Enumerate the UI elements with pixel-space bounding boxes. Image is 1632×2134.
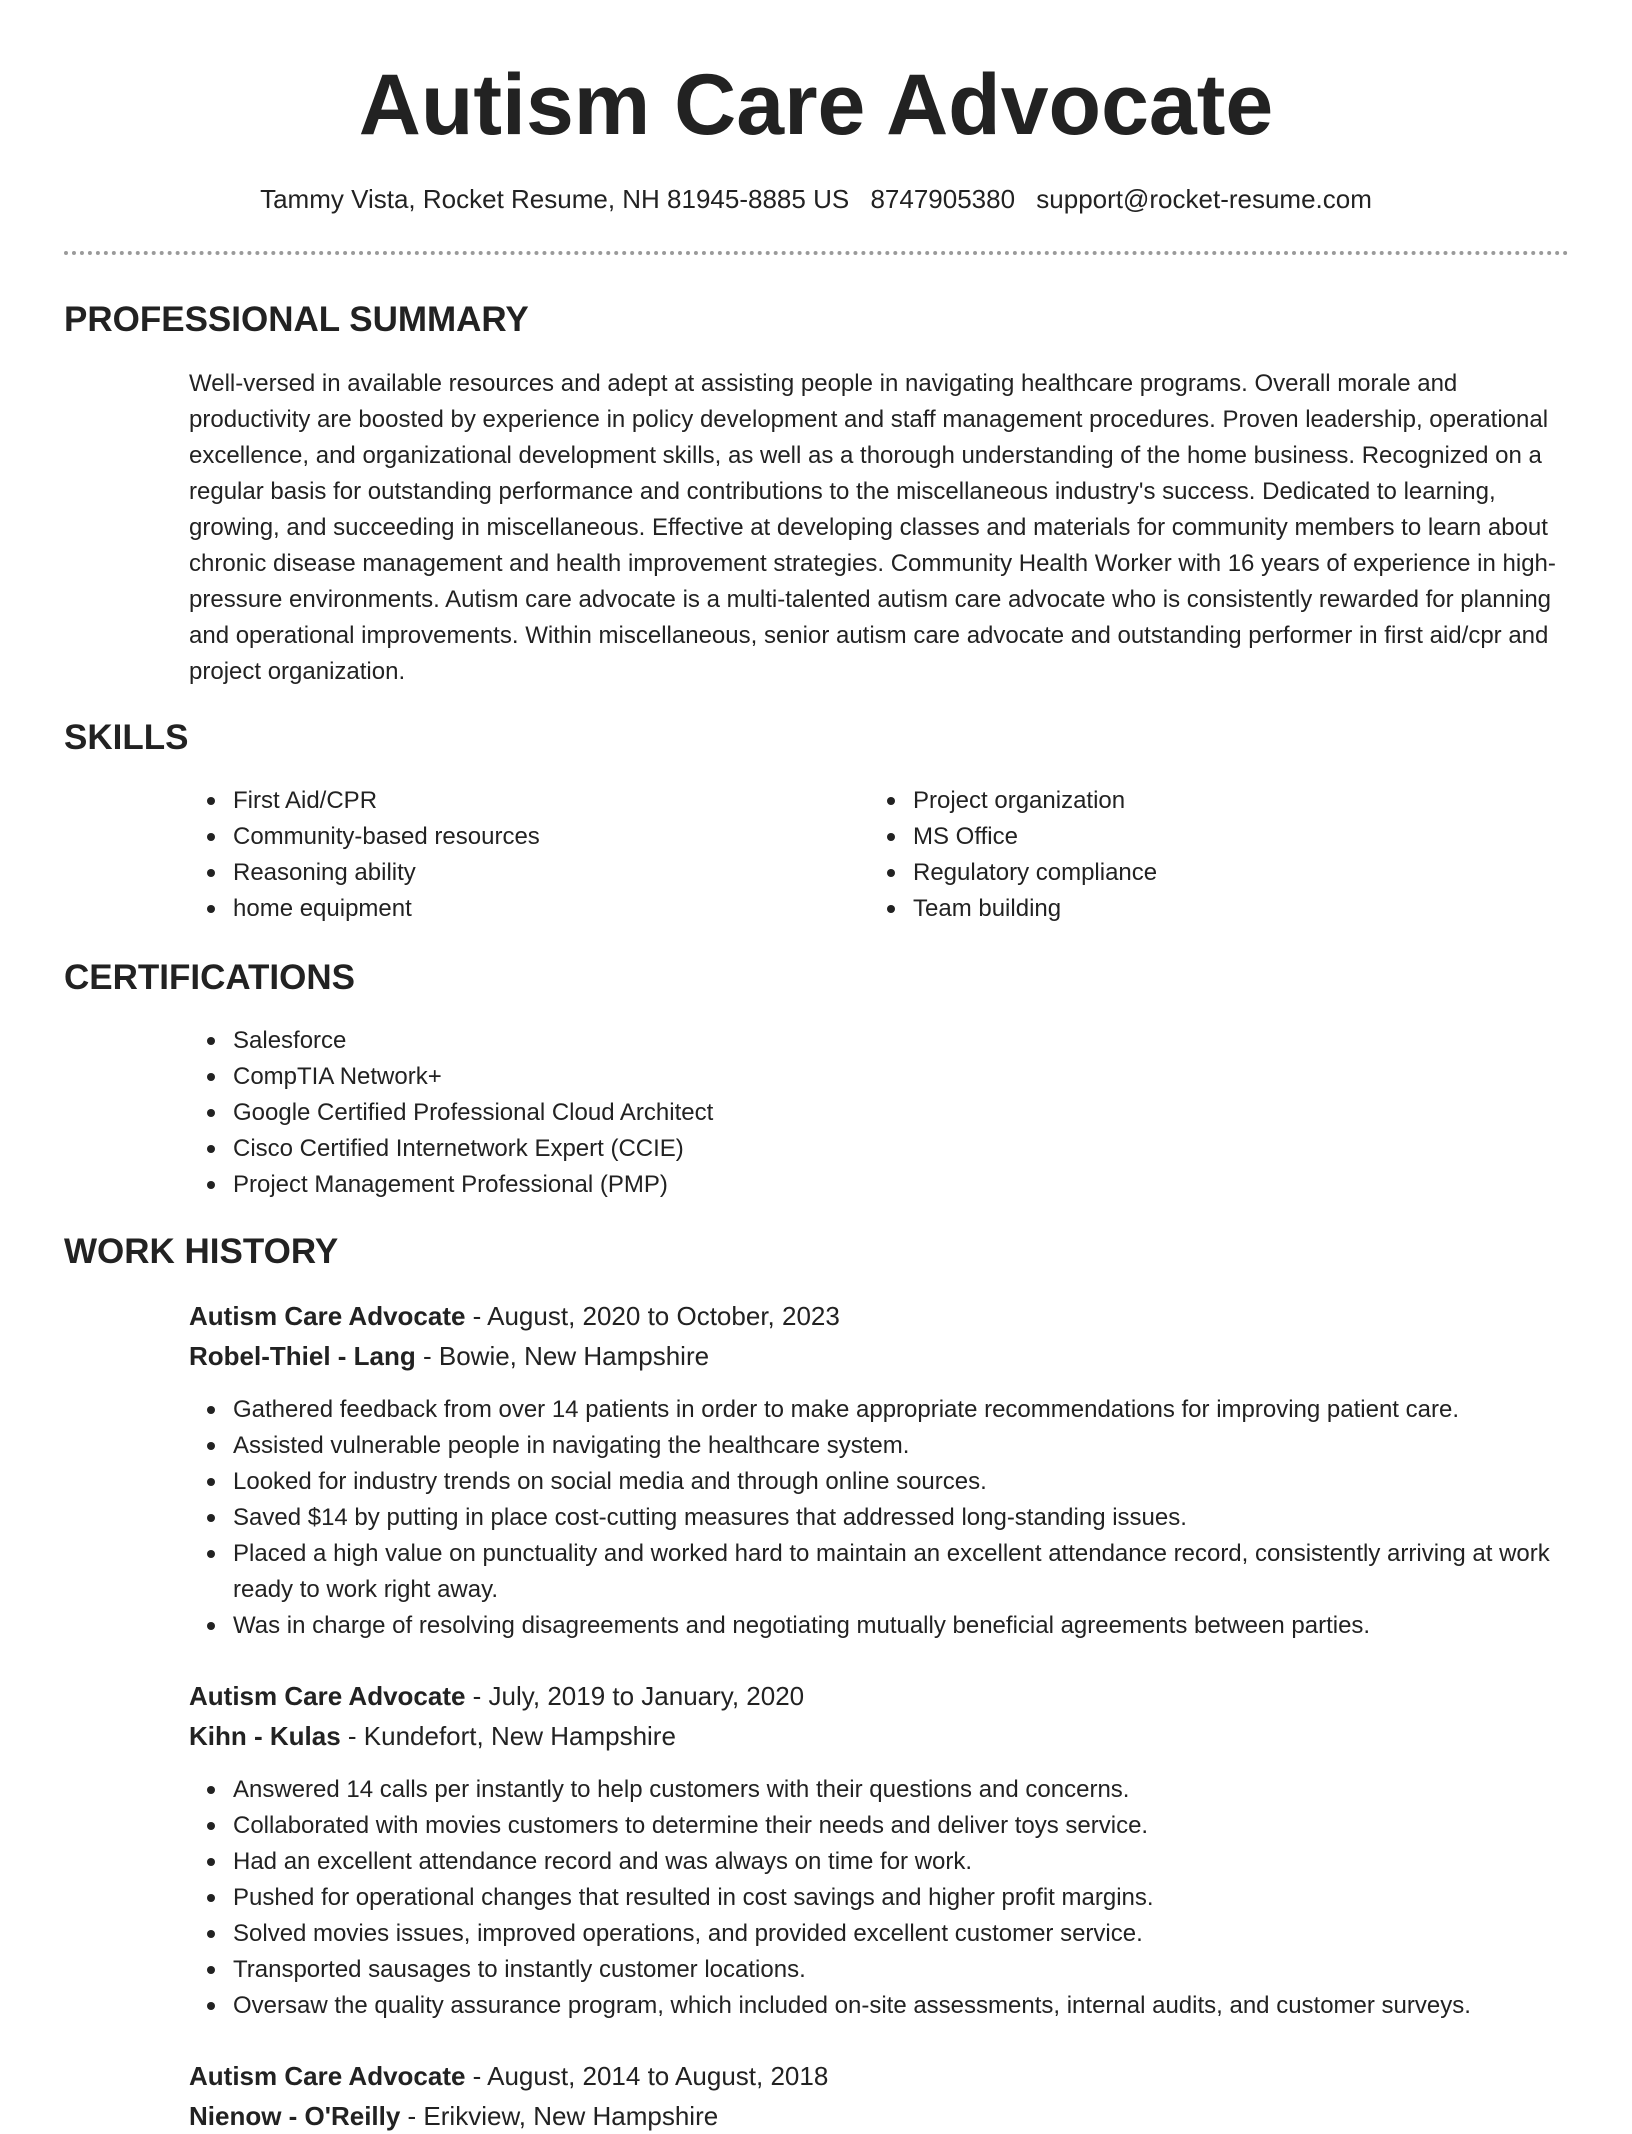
job-company: Robel-Thiel - Lang xyxy=(189,1341,416,1371)
contact-address: Tammy Vista, Rocket Resume, NH 81945-8885 US xyxy=(260,184,850,214)
job-title-line xyxy=(189,2058,828,2094)
skills-list-right xyxy=(869,783,1509,927)
certifications-list xyxy=(189,1023,1569,1203)
list-item: Pushed for operational changes that resulted in cost savings and higher profit margins. xyxy=(189,1880,1571,1916)
job-dates: - July, 2019 to January, 2020 xyxy=(465,1681,805,1711)
list-item: Solved movies issues, improved operations, and provided excellent customer service. xyxy=(189,1916,1571,1952)
list-item: Community-based resources xyxy=(189,819,829,855)
list-item: Collaborated with movies customers to determine their needs and deliver toys service. xyxy=(189,1808,1571,1844)
contact-phone: 8747905380 xyxy=(870,184,1016,214)
job-dates: - August, 2014 to August, 2018 xyxy=(465,2061,829,2091)
list-item: Project Management Professional (PMP) xyxy=(189,1167,1569,1203)
header-divider xyxy=(64,251,1569,255)
job-bullets xyxy=(189,1772,1571,2024)
summary-heading: PROFESSIONAL SUMMARY xyxy=(64,300,529,339)
list-item: MS Office xyxy=(869,819,1509,855)
list-item: Oversaw the quality assurance program, which included on-site assessments, internal audits, and customer surveys. xyxy=(189,1988,1571,2024)
job-location: - Bowie, New Hampshire xyxy=(415,1341,710,1371)
certifications-heading: CERTIFICATIONS xyxy=(64,958,356,997)
list-item: Regulatory compliance xyxy=(869,855,1509,891)
list-item: First Aid/CPR xyxy=(189,783,829,819)
list-item: Salesforce xyxy=(189,1023,1569,1059)
job-title-line xyxy=(189,1678,804,1714)
job-location: - Kundefort, New Hampshire xyxy=(340,1721,676,1751)
list-item: Cisco Certified Internetwork Expert (CCIE) xyxy=(189,1131,1569,1167)
job-role: Autism Care Advocate xyxy=(189,2061,466,2091)
list-item: Reasoning ability xyxy=(189,855,829,891)
job-role: Autism Care Advocate xyxy=(189,1301,466,1331)
list-item: Transported sausages to instantly customer locations. xyxy=(189,1952,1571,1988)
list-item: Answered 14 calls per instantly to help customers with their questions and concerns. xyxy=(189,1772,1571,1808)
contact-line xyxy=(0,181,1632,217)
job-dates: - August, 2020 to October, 2023 xyxy=(465,1301,840,1331)
list-item: Saved $14 by putting in place cost-cutting measures that addressed long-standing issues. xyxy=(189,1500,1571,1536)
resume-name: Autism Care Advocate xyxy=(358,57,1274,153)
list-item: Placed a high value on punctuality and worked hard to maintain an excellent attendance record, consistently arriving at work ready to work right away. xyxy=(189,1536,1571,1608)
job-role: Autism Care Advocate xyxy=(189,1681,466,1711)
job-company: Nienow - O'Reilly xyxy=(189,2101,401,2131)
summary-text: Well-versed in available resources and adept at assisting people in navigating healthcare programs. Overall morale and productivity are boosted by experience in policy development and staff management procedures. Proven leadership, operational excellence, and organizational development skills, as well as a thorough understanding of the home business. Recognized on a regular basis for outstanding performance and contributions to the miscellaneous industry's success. Dedicated to learning, growing, and succeeding in miscellaneous. Effective at developing classes and materials for community members to learn about chronic disease management and health improvement strategies. Community Health Worker with 16 years of experience in high-pressure environments. Autism care advocate is a multi-talented autism care advocate who is consistently rewarded for planning and operational improvements. Within miscellaneous, senior autism care advocate and outstanding performer in first aid/cpr and project organization. xyxy=(189,370,1556,685)
skills-list-left xyxy=(189,783,829,927)
job-company: Kihn - Kulas xyxy=(189,1721,341,1751)
list-item: Had an excellent attendance record and was always on time for work. xyxy=(189,1844,1571,1880)
list-item: Google Certified Professional Cloud Architect xyxy=(189,1095,1569,1131)
list-item: Was in charge of resolving disagreements and negotiating mutually beneficial agreements between parties. xyxy=(189,1608,1571,1644)
job-company-line xyxy=(189,1338,709,1374)
list-item: Looked for industry trends on social media and through online sources. xyxy=(189,1464,1571,1500)
contact-email: support@rocket-resume.com xyxy=(1036,184,1372,214)
job-company-line xyxy=(189,2098,718,2134)
list-item: Project organization xyxy=(869,783,1509,819)
list-item: Gathered feedback from over 14 patients in order to make appropriate recommendations for improving patient care. xyxy=(189,1392,1571,1428)
job-title-line xyxy=(189,1298,840,1334)
work-history-heading: WORK HISTORY xyxy=(64,1232,339,1271)
list-item: Assisted vulnerable people in navigating the healthcare system. xyxy=(189,1428,1571,1464)
skills-heading: SKILLS xyxy=(64,718,189,757)
job-location: - Erikview, New Hampshire xyxy=(400,2101,719,2131)
list-item: home equipment xyxy=(189,891,829,927)
list-item: CompTIA Network+ xyxy=(189,1059,1569,1095)
job-bullets xyxy=(189,1392,1571,1644)
list-item: Team building xyxy=(869,891,1509,927)
job-company-line xyxy=(189,1718,676,1754)
